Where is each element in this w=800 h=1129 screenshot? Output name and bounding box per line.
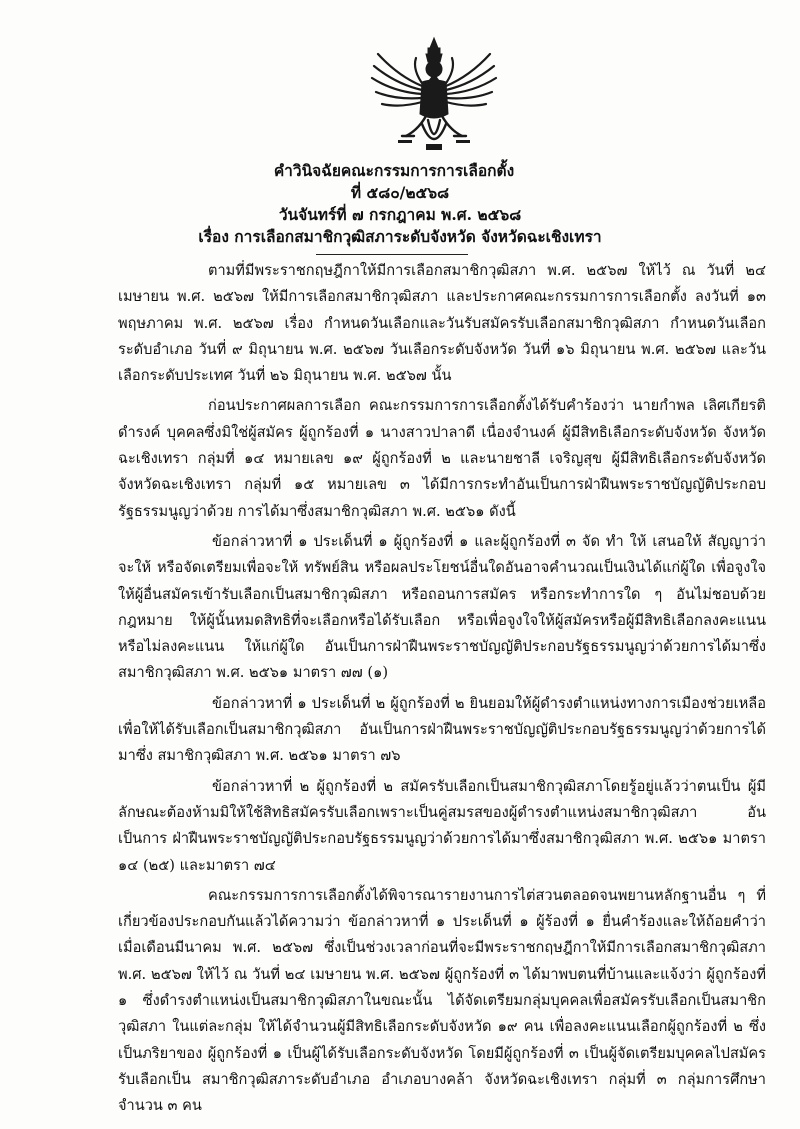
document-title: คำวินิจฉัยคณะกรรมการการเลือกตั้ง <box>273 161 515 180</box>
document-subject: เรื่อง การเลือกสมาชิกวุฒิสภาระดับจังหวัด จังหวัดฉะเชิงเทรา <box>198 227 602 246</box>
paragraph: ตามที่มีพระราชกฤษฎีกาให้มีการเลือกสมาชิกวุฒิสภา พ.ศ. ๒๕๖๗ ให้ไว้ ณ วันที่ ๒๔ เมษายน พ.ศ. ๒๕๖๗ ให้มีการเลือกสมาชิกวุฒิสภา และประกาศคณะกรรมการการเลือกตั้ง ลงวันที่ ๑๓ พฤษภาคม พ.ศ. ๒๕๖๗ เรื่อง กำหนดวันเลือกและวันรับสมัครรับเลือกสมาชิกวุฒิสภา กำหนดวันเลือกระดับอำเภอ วันที่ ๙ มิถุนายน พ.ศ. ๒๕๖๗ วันเลือกระดับจังหวัด วันที่ ๑๖ มิถุนายน พ.ศ. ๒๕๖๗ และวันเลือกระดับประเทศ วันที่ ๒๖ มิถุนายน พ.ศ. ๒๕๖๗ นั้น <box>118 262 766 385</box>
garuda-emblem-icon <box>368 36 500 154</box>
document-number: ที่ ๕๘๐/๒๕๖๘ <box>350 183 450 202</box>
paragraph: ข้อกล่าวหาที่ ๒ ผู้ถูกร้องที่ ๒ สมัครรับเลือกเป็นสมาชิกวุฒิสภาโดยรู้อยู่แล้วว่าตนเป็น ผู้มีลักษณะต้องห้ามมิให้ใช้สิทธิสมัครรับเลือกเพราะเป็นคู่สมรสของผู้ดำรงตำแหน่งสมาชิกวุฒิสภา อันเป็นการ ฝ่าฝืนพระราชบัญญัติประกอบรัฐธรรมนูญว่าด้วยการได้มาซึ่งสมาชิกวุฒิสภา พ.ศ. ๒๕๖๑ มาตรา ๑๔ (๒๕) และมาตรา ๗๔ <box>118 777 766 874</box>
paragraph: ข้อกล่าวหาที่ ๑ ประเด็นที่ ๒ ผู้ถูกร้องที่ ๒ ยินยอมให้ผู้ดำรงตำแหน่งทางการเมืองช่วยเหลือ เพื่อให้ได้รับเลือกเป็นสมาชิกวุฒิสภา อันเป็นการฝ่าฝืนพระราชบัญญัติประกอบรัฐธรรมนูญว่าด้วยการได้มาซึ่ง สมาชิกวุฒิสภา พ.ศ. ๒๕๖๑ มาตรา ๗๖ <box>118 694 766 765</box>
header-divider <box>316 254 468 255</box>
paragraph: ก่อนประกาศผลการเลือก คณะกรรมการการเลือกตั้งได้รับคำร้องว่า นายกำพล เลิศเกียรติดำรงค์ บุคคลซึ่งมิใช่ผู้สมัคร ผู้ถูกร้องที่ ๑ นางสาวปาลาดี เนื่องจำนงค์ ผู้มีสิทธิเลือกระดับจังหวัด จังหวัดฉะเชิงเทรา กลุ่มที่ ๑๔ หมายเลข ๑๙ ผู้ถูกร้องที่ ๒ และนายชาลี เจริญสุข ผู้มีสิทธิเลือกระดับจังหวัด จังหวัดฉะเชิงเทรา กลุ่มที่ ๑๕ หมายเลข ๓ ได้มีการกระทำอันเป็นการฝ่าฝืนพระราชบัญญัติประกอบรัฐธรรมนูญว่าด้วย การได้มาซึ่งสมาชิกวุฒิสภา พ.ศ. ๒๕๖๑ ดังนี้ <box>118 397 766 520</box>
document-date: วันจันทร์ที่ ๗ กรกฎาคม พ.ศ. ๒๕๖๘ <box>278 205 522 224</box>
paragraph: ข้อกล่าวหาที่ ๑ ประเด็นที่ ๑ ผู้ถูกร้องที่ ๑ และผู้ถูกร้องที่ ๓ จัด ทำ ให้ เสนอให้ สัญญาว่า จะให้ หรือจัดเตรียมเพื่อจะให้ ทรัพย์สิน หรือผลประโยชน์อื่นใดอันอาจคำนวณเป็นเงินได้แก่ผู้ใด เพื่อจูงใจ ให้ผู้อื่นสมัครเข้ารับเลือกเป็นสมาชิกวุฒิสภา หรือถอนการสมัคร หรือกระทำการใด ๆ อันไม่ชอบด้วยกฎหมาย ให้ผู้นั้นหมดสิทธิที่จะเลือกหรือได้รับเลือก หรือเพื่อจูงใจให้ผู้สมัครหรือผู้มีสิทธิเลือกลงคะแนนหรือไม่ลงคะแนน ให้แก่ผู้ใด อันเป็นการฝ่าฝืนพระราชบัญญัติประกอบรัฐธรรมนูญว่าด้วยการได้มาซึ่งสมาชิกวุฒิสภา พ.ศ. ๒๕๖๑ มาตรา ๗๗ (๑) <box>118 532 766 682</box>
document-header <box>0 160 800 255</box>
paragraph: คณะกรรมการการเลือกตั้งได้พิจารณารายงานการไต่สวนตลอดจนพยานหลักฐานอื่น ๆ ที่เกี่ยวข้องประกอบกันแล้วได้ความว่า ข้อกล่าวหาที่ ๑ ประเด็นที่ ๑ ผู้ร้องที่ ๑ ยื่นคำร้องและให้ถ้อยคำว่า เมื่อเดือนมีนาคม พ.ศ. ๒๕๖๗ ซึ่งเป็นช่วงเวลาก่อนที่จะมีพระราชกฤษฎีกาให้มีการเลือกสมาชิกวุฒิสภา พ.ศ. ๒๕๖๗ ให้ไว้ ณ วันที่ ๒๔ เมษายน พ.ศ. ๒๕๖๗ ผู้ถูกร้องที่ ๓ ได้มาพบตนที่บ้านและแจ้งว่า ผู้ถูกร้องที่ ๑ ซึ่งดำรงตำแหน่งเป็นสมาชิกวุฒิสภาในขณะนั้น ได้จัดเตรียมกลุ่มบุคคลเพื่อสมัครรับเลือกเป็นสมาชิกวุฒิสภา ในแต่ละกลุ่ม ให้ได้จำนวนผู้มีสิทธิเลือกระดับจังหวัด ๑๙ คน เพื่อลงคะแนนเลือกผู้ถูกร้องที่ ๒ ซึ่งเป็นภริยาของ ผู้ถูกร้องที่ ๑ เป็นผู้ได้รับเลือกระดับจังหวัด โดยมีผู้ถูกร้องที่ ๓ เป็นผู้จัดเตรียมบุคคลไปสมัครรับเลือกเป็น สมาชิกวุฒิสภาระดับอำเภอ อำเภอบางคล้า จังหวัดฉะเชิงเทรา กลุ่มที่ ๓ กลุ่มการศึกษา จำนวน ๓ คน <box>118 886 766 1115</box>
document-body <box>118 258 766 1124</box>
